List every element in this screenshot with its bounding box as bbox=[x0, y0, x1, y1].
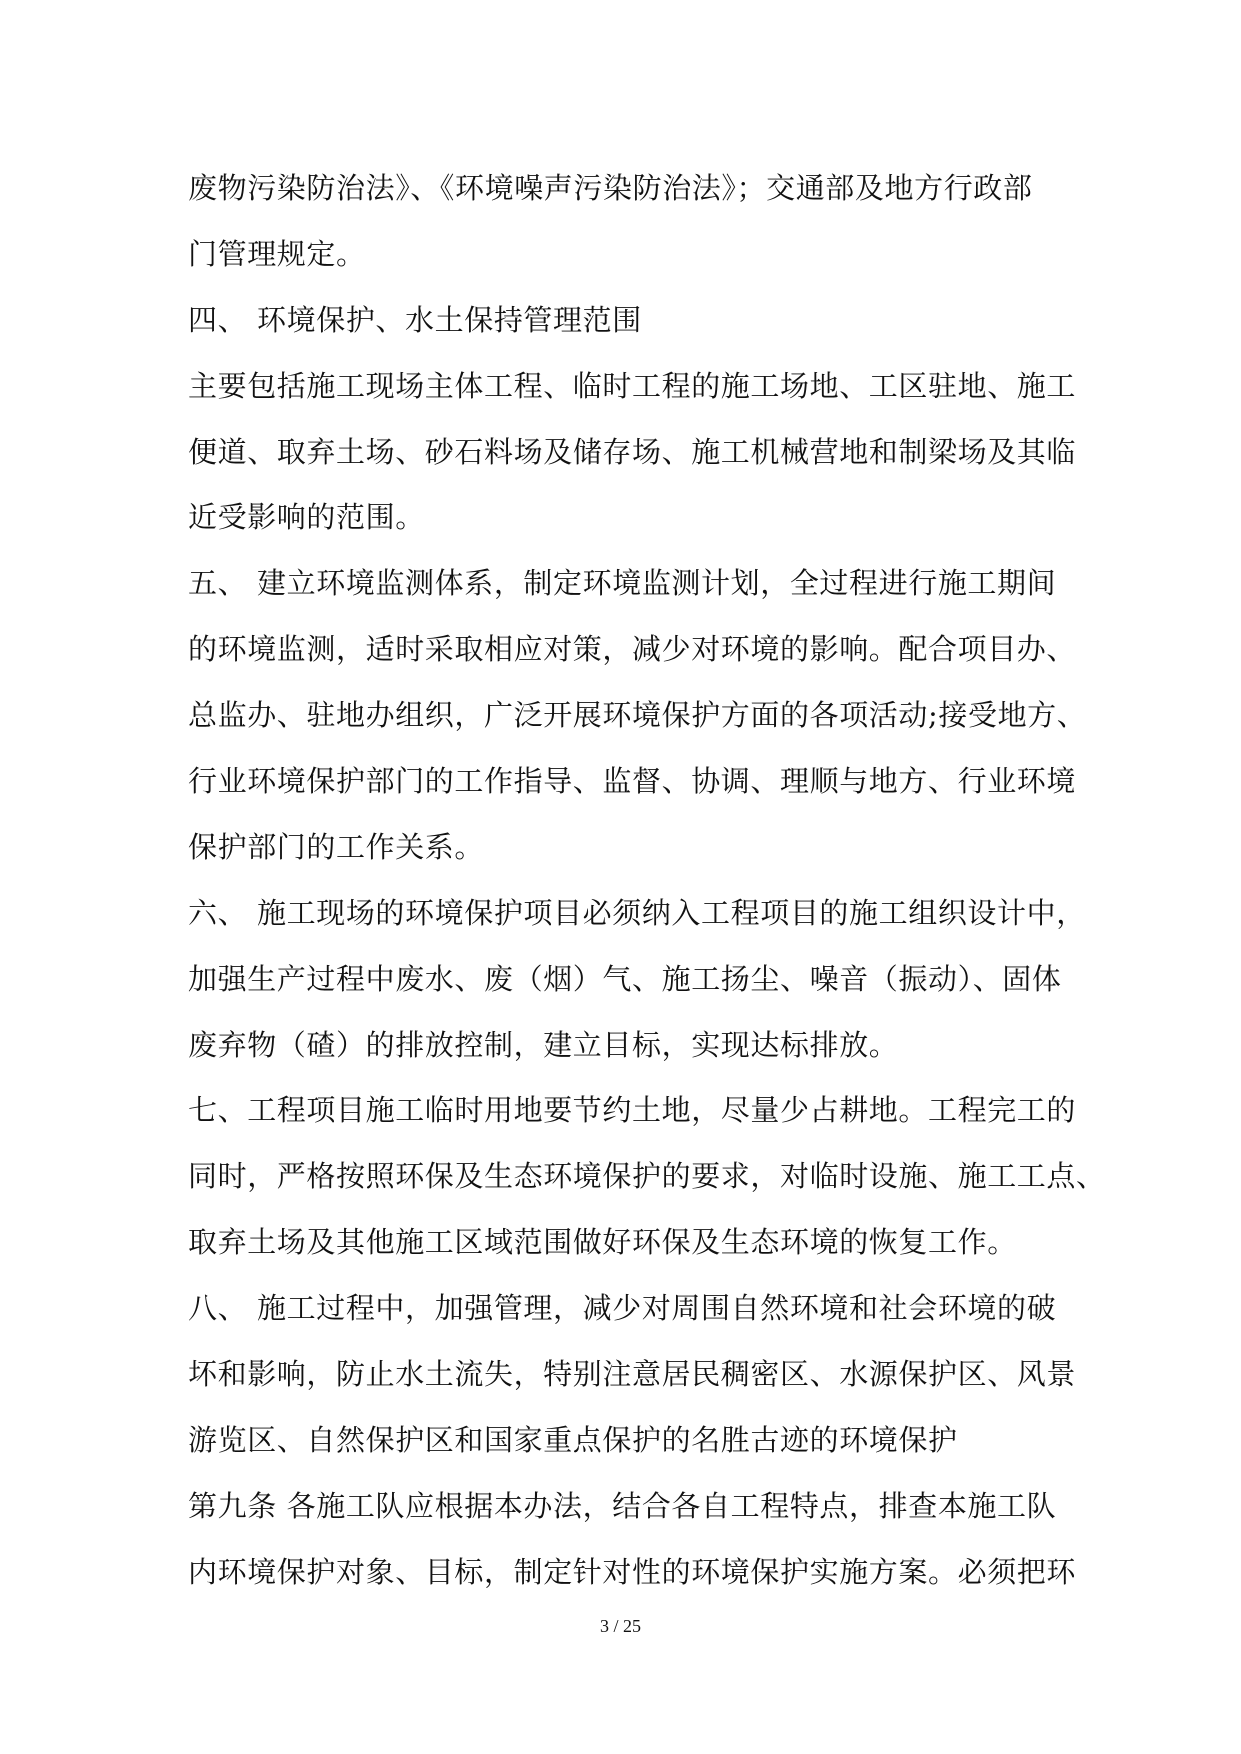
text-line: 七、工程项目施工临时用地要节约土地，尽量少占耕地。工程完工的 bbox=[188, 1093, 1077, 1128]
text-line: 门管理规定。 bbox=[188, 236, 366, 271]
text-line: 第九条 各施工队应根据本办法，结合各自工程特点，排查本施工队 bbox=[188, 1488, 1057, 1523]
text-line: 五、 建立环境监测体系，制定环境监测计划，全过程进行施工期间 bbox=[188, 566, 1057, 601]
text-line: 的环境监测，适时采取相应对策，减少对环境的影响。配合项目办、 bbox=[188, 632, 1077, 667]
text-line: 总监办、驻地办组织，广泛开展环境保护方面的各项活动;接受地方、 bbox=[188, 698, 1087, 733]
text-line: 同时，严格按照环保及生态环境保护的要求，对临时设施、施工工点、 bbox=[188, 1159, 1106, 1194]
text-line: 游览区、自然保护区和国家重点保护的名胜古迹的环境保护 bbox=[188, 1422, 958, 1457]
text-line: 便道、取弃土场、砂石料场及储存场、施工机械营地和制梁场及其临 bbox=[188, 434, 1077, 469]
section-heading: 四、 环境保护、水土保持管理范围 bbox=[188, 302, 642, 337]
body-text bbox=[188, 156, 1106, 1606]
text-line: 取弃土场及其他施工区域范围做好环保及生态环境的恢复工作。 bbox=[188, 1225, 1017, 1260]
text-line: 内环境保护对象、目标，制定针对性的环境保护实施方案。必须把环 bbox=[188, 1554, 1077, 1589]
text-line: 主要包括施工现场主体工程、临时工程的施工场地、工区驻地、施工 bbox=[188, 368, 1077, 403]
text-line: 八、 施工过程中，加强管理，减少对周围自然环境和社会环境的破 bbox=[188, 1291, 1057, 1326]
page-number: 3 / 25 bbox=[599, 1616, 641, 1636]
text-line: 保护部门的工作关系。 bbox=[188, 829, 485, 864]
text-line: 六、 施工现场的环境保护项目必须纳入工程项目的施工组织设计中， bbox=[188, 895, 1086, 930]
text-line: 废物污染防治法》、《环境噪声污染防治法》；交通部及地方行政部 bbox=[188, 171, 1033, 205]
text-line: 行业环境保护部门的工作指导、监督、协调、理顺与地方、行业环境 bbox=[188, 764, 1077, 799]
text-line: 坏和影响，防止水土流失，特别注意居民稠密区、水源保护区、风景 bbox=[188, 1357, 1077, 1392]
text-line: 近受影响的范围。 bbox=[188, 500, 425, 535]
text-line: 加强生产过程中废水、废（烟）气、施工扬尘、噪音（振动）、固体 bbox=[188, 961, 1062, 996]
text-line: 废弃物（碴）的排放控制，建立目标，实现达标排放。 bbox=[188, 1027, 899, 1062]
